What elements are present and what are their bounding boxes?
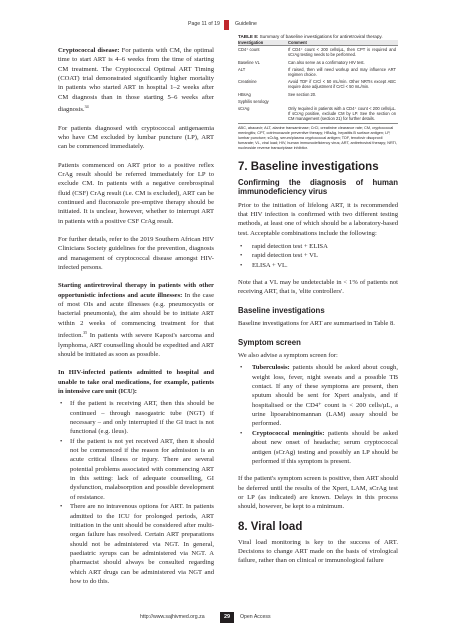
table-cell: Only required in patients with a CD4⁺ count < 200 cells/µL. If sCrAg positive, exclude CM by LP. See the section on CM management (section 21) for further details. <box>288 106 396 122</box>
table-cell: If raised, then will need workup and may influence ART regimen choice. <box>288 66 396 78</box>
paragraph-reflex-crag: Patients commenced on ART prior to a positive reflex CrAg result should be referred immediately for LP to exclude CM. In patients with a negative cerebrospinal fluid (CSF) CrAg result (i.e. CM is excluded), ART can be continued and fluconazole pre-emptive therapy should be initiated. It is unclear, however, whether to interrupt ART in patients with a positive CSF CrAg result. <box>58 161 214 225</box>
table-cell: Can also serve as a confirmatory HIV test. <box>288 59 365 65</box>
paragraph-text: In patients with severe Kaposi's sarcoma and lymphoma, ART counselling should be expedited and ART should be initiated as soon as possible. <box>58 332 214 358</box>
table-row <box>238 46 398 59</box>
icu-bullet-list <box>58 399 214 586</box>
paragraph-antigenaemia: For patients diagnosed with cryptococcal antigenaemia who have CM excluded by lumbar puncture (LP), ART can be commenced immediately. <box>58 124 214 151</box>
table-cell: Avoid TDF if CrCl < 50 mL/min. Other NRTIs except ABC require dose adjustment if CrCl < 50 mL/min. <box>288 79 396 90</box>
list-item-text: patients should be asked about cough, weight loss, fever, night sweats and a possible TB contact. If any of these symptoms are present, then sputum should be sent for Xpert analysis, and if hospitalised or the CD4⁺ count is < 200 cells/µL, a urine lipoarabinomannan (LAM) assay should be performed. <box>252 364 398 428</box>
table-title: Summary of baseline investigations for antiretroviral therapy. <box>258 34 383 39</box>
paragraph-symptom-intro: We also advise a symptom screen for: <box>238 352 338 360</box>
column-header: Comment <box>288 40 398 46</box>
paragraph-cryptococcal <box>58 46 214 115</box>
list-item: • rapid detection test + ELISA <box>238 242 398 251</box>
table-cell: sCrAg <box>238 105 288 123</box>
list-item: • If the patient is not yet received ART, then it should not be commenced if the reason for admission is an acute critical illness or injury. There are several potential problems associated with commencing ART in this setting: lack of adequate counselling, GI dysfunction, malabsorption and possible development of resistance. <box>58 437 214 502</box>
page-number: 29 <box>220 612 234 623</box>
run-in-heading: Starting antiretroviral therapy in patients with other opportunistic infections and acute illnesses: <box>58 282 214 299</box>
run-in-heading: Cryptococcal disease: <box>58 47 120 54</box>
journal-url-link[interactable]: http://www.sajhivmed.org.za <box>140 614 205 620</box>
symptom-screen-list <box>238 363 398 466</box>
paragraph-text: In the case of most OIs and acute illnesses (e.g. pneumocystis or bacterial pneumonia), the aim should be to initiate ART within 2 weeks of commencing treatment for that infection. <box>58 291 214 340</box>
paragraph-other-ois <box>58 281 214 359</box>
run-in-heading: Tuberculosis: <box>252 364 290 372</box>
paragraph-table-reference: Baseline investigations for ART are summarised in Table 8. <box>238 320 395 328</box>
paragraph-elite-controllers: Note that a VL may be undetectable in < 1% of patients not receiving ART, that is, 'elite controllers'. <box>238 279 398 296</box>
list-item <box>238 363 398 428</box>
subheading-confirming-diagnosis: Confirming the diagnosis of human immunodeficiency virus <box>238 177 398 197</box>
page-footer <box>0 612 453 626</box>
paragraph-defer-art: If the patient's symptom screen is positive, then ART should be deferred until the results of the Xpert, LAM, sCrAg test or LP (as indicated) are known. Delays in this process should, however, be kept to a minimum. <box>238 475 398 511</box>
subheading-symptom-screen: Symptom screen <box>238 337 301 347</box>
table-label: TABLE 8: <box>238 34 259 39</box>
list-item-text: patients should be asked about new onset of headache; serum cryptococcal antigen (sCrAg) testing and possibly an LP should be performed if this symptom is present. <box>252 429 398 465</box>
table-cell: See section 20. <box>288 91 317 97</box>
table-row <box>238 105 398 123</box>
table-row <box>238 91 398 98</box>
table-cell <box>288 98 398 105</box>
open-access-label: Open Access <box>240 614 271 620</box>
column-header: Investigation <box>238 40 288 46</box>
reference-marker[interactable]: 35 <box>83 330 88 336</box>
paragraph-text: For patients with CM, the optimal time to start ART is 4–6 weeks from the time of starting CM treatment. The Cryptococcal Optimal ART Timing (COAT) trial demonstrated significantly higher mortality in patients who started ART in hospital 1–2 weeks after CM diagnosis than in those starting 5–6 weeks after diagnosis. <box>58 47 214 114</box>
page-header <box>0 20 453 34</box>
table-cell: If CD4⁺ count < 200 cells/µL, then CPT is required and sCrAg testing needs to be performed. <box>288 47 396 58</box>
table-cell: Baseline VL <box>238 59 260 65</box>
right-column <box>238 34 398 575</box>
table-row <box>238 98 398 105</box>
table-row <box>238 59 398 66</box>
list-item: • There are no intravenous options for ART. In patients admitted to the ICU for prolonged periods, ART initiation in the unit should be considered after multi-organ failure has resolved. Certain ART preparations should not be administered via NGT. In general, paediatric syrups can be administered via NGT. A pharmacist should always be consulted regarding which ART drugs can be administered via NGT and how to do this. <box>58 502 214 586</box>
paragraph-confirm-hiv: Prior to the initiation of lifelong ART, it is recommended that HIV infection is confirmed with two different testing methods, at least one of which should be a laboratory-based test. Acceptable combinations include the following: <box>238 201 398 237</box>
left-column <box>58 46 214 594</box>
page-label: Page 11 of 19 <box>188 21 220 27</box>
table-row <box>238 78 398 90</box>
paragraph-viral-load: Viral load monitoring is key to the success of ART. Decisions to change ART made on the basis of virological failure, rather than on clinical or immunological failure <box>238 538 398 565</box>
paragraph-further-details: For further details, refer to the 2019 Southern African HIV Clinicians Society guidelines for the prevention, diagnosis and management of cryptococcal disease amongst HIV-infected persons. <box>58 236 214 272</box>
list-item: • ELISA + VL. <box>238 261 398 270</box>
table-row <box>238 66 398 78</box>
section-heading-baseline: 7. Baseline investigations <box>238 160 379 173</box>
section-heading-viral-load: 8. Viral load <box>238 520 303 533</box>
table-cell: CD4⁺ count <box>238 47 260 53</box>
paragraph-icu-heading: In HIV-infected patients admitted to hospital and unable to take oral medications, for example, patients in intensive care unit (ICU): <box>58 369 214 396</box>
baseline-investigations-table <box>238 40 398 124</box>
journal-label: Guideline <box>235 21 257 27</box>
table-abbreviations: ABC, abacavir; ALT, alanine transaminase; CrCl, creatinine clearance rate; CM, cryptococcal meningitis; CPT, cotrimoxazole preventive therapy; HBsAg, hepatitis B surface antigen; LP, lumbar puncture; sCrAg, serum/plasma cryptococcal antigen; TDF, tenofovir disoproxil fumarate; VL, viral load; HIV, human immunodeficiency virus; ART, antiretroviral therapy; NRTI, nucleoside reverse transcriptase inhibitor. <box>238 125 398 150</box>
list-item <box>238 429 398 466</box>
run-in-heading: Cryptococcal meningitis: <box>252 429 325 437</box>
reference-marker[interactable]: 34 <box>84 104 89 110</box>
list-item: • If the patient is receiving ART, then this should be continued – through nasogastric tube (NGT) if necessary – and only interrupted if the GI tract is not functional (e.g. ileus). <box>58 399 214 436</box>
header-accent-bar <box>224 20 229 30</box>
table-cell: ALT <box>238 66 246 72</box>
test-combination-list <box>238 242 398 270</box>
table-cell: Creatinine <box>238 79 257 85</box>
subheading-baseline-investigations: Baseline investigations <box>238 305 325 315</box>
list-item: • rapid detection test + VL <box>238 251 398 260</box>
table-cell: Syphilis serology <box>238 98 269 104</box>
table-cell: HBsAg <box>238 91 251 97</box>
